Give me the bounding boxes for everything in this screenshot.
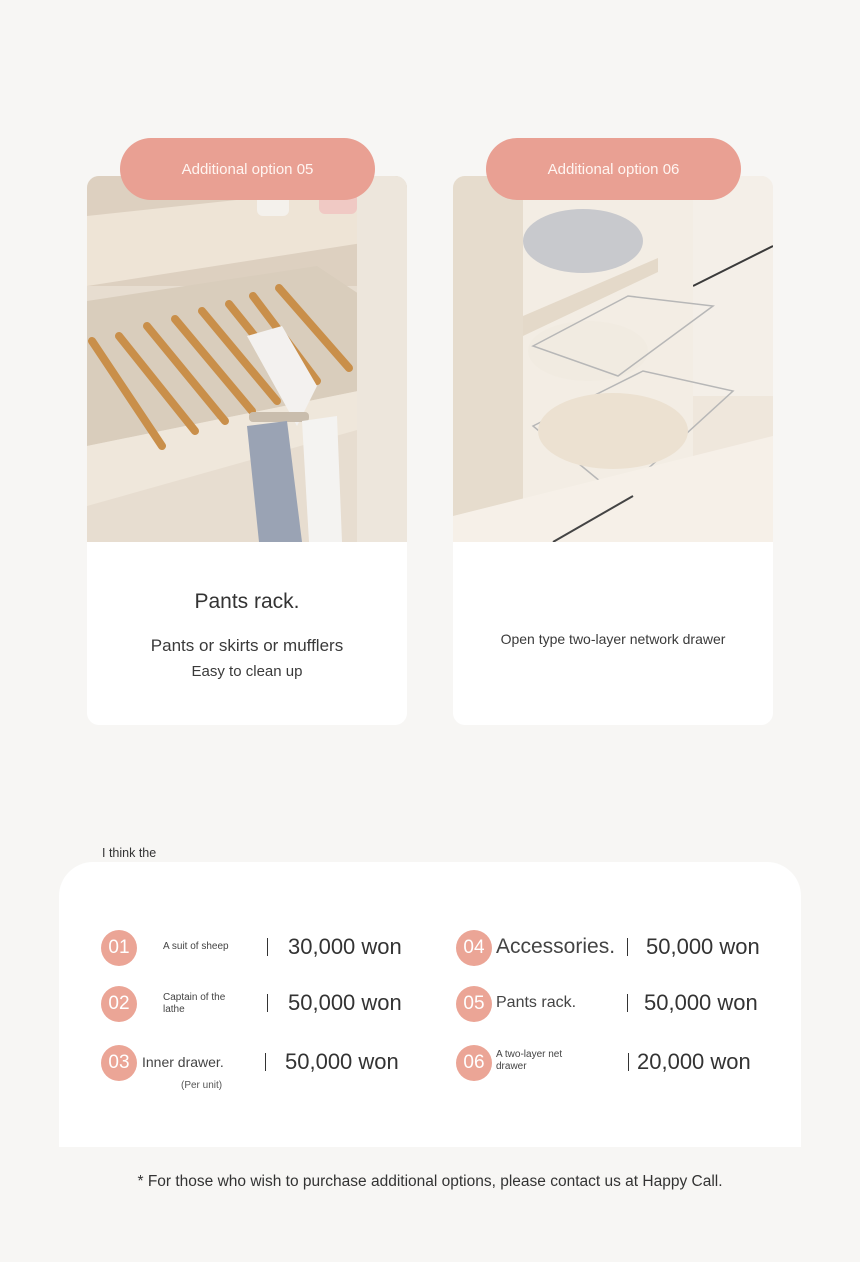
option-desc-line-1: Open type two-layer network drawer [500,631,726,647]
pants-rack-photo [87,176,407,542]
price-row [101,928,421,968]
wire-drawer-photo [453,176,773,542]
price-row [456,984,776,1024]
item-number-badge: 06 [456,1045,492,1081]
item-name: Accessories. [496,935,616,958]
item-price: 50,000 won [644,990,758,1015]
option-desc-line-1: Pants or skirts or mufflers [150,636,344,655]
divider [627,938,628,956]
item-name: A two-layer net drawer [496,1049,563,1072]
item-price: 50,000 won [288,990,402,1015]
item-name: A suit of sheep [163,941,229,952]
option-05-badge: Additional option 05 [120,138,375,200]
item-number-badge: 04 [456,930,492,966]
option-card-net-drawer [453,176,773,725]
price-row [456,928,776,968]
item-name: Inner drawer. [142,1054,224,1070]
divider [627,994,628,1012]
item-number-badge: 02 [101,986,137,1022]
item-price: 50,000 won [646,934,760,959]
divider [628,1053,629,1071]
price-list-panel [59,862,801,1147]
divider [267,994,268,1012]
item-price: 50,000 won [285,1049,399,1074]
item-number-badge: 03 [101,1045,137,1081]
option-card-pants-rack [87,176,407,725]
item-note: (Per unit) [181,1080,223,1091]
option-desc-line-2: Easy to clean up [191,663,303,680]
price-row [456,1043,776,1083]
divider [267,938,268,956]
price-list-label: I think the [102,846,157,860]
price-row [101,984,421,1024]
contact-footnote: * For those who wish to purchase additional options, please contact us at Happy Call. [137,1173,723,1190]
divider [265,1053,266,1071]
option-06-badge: Additional option 06 [486,138,741,200]
item-number-badge: 05 [456,986,492,1022]
price-row [101,1043,421,1091]
item-price: 20,000 won [637,1049,751,1074]
item-name: Captain of the lathe [163,992,226,1015]
item-price: 30,000 won [288,934,402,959]
item-number-badge: 01 [101,930,137,966]
item-name: Pants rack. [496,994,577,1011]
option-title: Pants rack. [194,590,300,613]
